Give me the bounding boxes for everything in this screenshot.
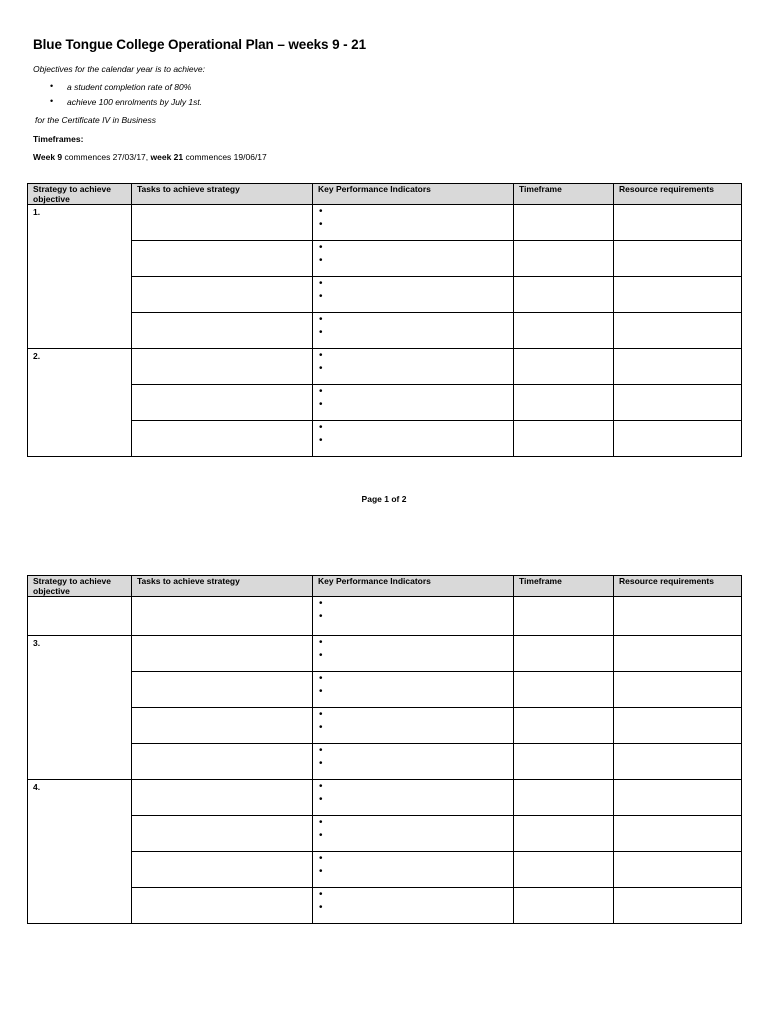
kpi-bullet (319, 865, 508, 878)
kpi-bullet (319, 421, 508, 434)
timeframe-cell[interactable] (514, 852, 614, 888)
table-row (28, 385, 742, 421)
timeframes-heading: Timeframes: (33, 134, 84, 144)
resource-cell[interactable] (614, 241, 742, 277)
timeframe-cell[interactable] (514, 636, 614, 672)
resource-cell[interactable] (614, 349, 742, 385)
kpi-bullet (319, 205, 508, 218)
kpi-bullet (319, 901, 508, 914)
table-row (28, 597, 742, 636)
timeframe-cell[interactable] (514, 780, 614, 816)
table-row (28, 241, 742, 277)
kpi-bullet (319, 708, 508, 721)
kpi-cell[interactable] (313, 636, 514, 672)
objectives-intro: Objectives for the calendar year is to achieve: (33, 64, 205, 74)
kpi-bullet (319, 672, 508, 685)
kpi-bullet (319, 254, 508, 267)
kpi-bullet (319, 610, 508, 623)
strategy-cell[interactable] (28, 597, 132, 636)
timeframe-cell[interactable] (514, 672, 614, 708)
week9-date: commences 27/03/17, (62, 152, 151, 162)
timeframe-cell[interactable] (514, 349, 614, 385)
timeframe-cell[interactable] (514, 313, 614, 349)
header-resources: Resource requirements (614, 576, 742, 597)
kpi-bullet (319, 852, 508, 865)
task-cell[interactable] (132, 744, 313, 780)
timeframe-cell[interactable] (514, 241, 614, 277)
table-row (28, 313, 742, 349)
weeks-line (33, 152, 267, 162)
header-resources: Resource requirements (614, 184, 742, 205)
task-cell[interactable] (132, 385, 313, 421)
kpi-bullet (319, 241, 508, 254)
plan-table-2 (27, 575, 742, 924)
kpi-cell[interactable] (313, 421, 514, 457)
timeframe-cell[interactable] (514, 385, 614, 421)
table-row (28, 421, 742, 457)
table-row (28, 744, 742, 780)
timeframe-cell[interactable] (514, 744, 614, 780)
header-kpi: Key Performance Indicators (313, 576, 514, 597)
kpi-bullet (319, 721, 508, 734)
document-title: Blue Tongue College Operational Plan – weeks 9 - 21 (33, 37, 366, 52)
timeframe-cell[interactable] (514, 421, 614, 457)
kpi-cell[interactable] (313, 313, 514, 349)
resource-cell[interactable] (614, 816, 742, 852)
header-timeframe: Timeframe (514, 576, 614, 597)
resource-cell[interactable] (614, 421, 742, 457)
task-cell[interactable] (132, 241, 313, 277)
resource-cell[interactable] (614, 888, 742, 924)
kpi-cell[interactable] (313, 349, 514, 385)
header-timeframe: Timeframe (514, 184, 614, 205)
table-row (28, 816, 742, 852)
header-strategy: Strategy to achieve objective (28, 184, 132, 205)
kpi-cell[interactable] (313, 816, 514, 852)
resource-cell[interactable] (614, 385, 742, 421)
task-cell[interactable] (132, 313, 313, 349)
resource-cell[interactable] (614, 852, 742, 888)
strategy-cell[interactable]: 3. (28, 636, 132, 780)
timeframe-cell[interactable] (514, 816, 614, 852)
header-kpi: Key Performance Indicators (313, 184, 514, 205)
kpi-bullet (319, 793, 508, 806)
table-row (28, 888, 742, 924)
week21-date: commences 19/06/17 (183, 152, 267, 162)
kpi-cell[interactable] (313, 241, 514, 277)
strategy-cell[interactable]: 1. (28, 205, 132, 349)
kpi-bullet (319, 326, 508, 339)
kpi-cell[interactable] (313, 852, 514, 888)
header-tasks: Tasks to achieve strategy (132, 184, 313, 205)
kpi-cell[interactable] (313, 672, 514, 708)
kpi-cell[interactable] (313, 708, 514, 744)
kpi-bullet (319, 349, 508, 362)
kpi-bullet (319, 780, 508, 793)
kpi-bullet (319, 744, 508, 757)
resource-cell[interactable] (614, 708, 742, 744)
kpi-bullet (319, 434, 508, 447)
kpi-cell[interactable] (313, 597, 514, 636)
page-number: Page 1 of 2 (361, 494, 407, 504)
task-cell[interactable] (132, 205, 313, 241)
task-cell[interactable] (132, 852, 313, 888)
kpi-bullet (319, 362, 508, 375)
kpi-cell[interactable] (313, 780, 514, 816)
kpi-bullet (319, 685, 508, 698)
task-cell[interactable] (132, 780, 313, 816)
table-row (28, 708, 742, 744)
task-cell[interactable] (132, 421, 313, 457)
kpi-cell[interactable] (313, 888, 514, 924)
kpi-bullet (319, 829, 508, 842)
table-row (28, 852, 742, 888)
kpi-bullet (319, 649, 508, 662)
resource-cell[interactable] (614, 636, 742, 672)
objective-item: • achieve 100 enrolments by July 1st. (50, 97, 202, 112)
kpi-bullet (319, 636, 508, 649)
kpi-cell[interactable] (313, 744, 514, 780)
objectives-list (50, 82, 202, 112)
resource-cell[interactable] (614, 780, 742, 816)
kpi-bullet (319, 385, 508, 398)
task-cell[interactable] (132, 672, 313, 708)
table-row (28, 349, 742, 385)
task-cell[interactable] (132, 277, 313, 313)
resource-cell[interactable] (614, 313, 742, 349)
kpi-cell[interactable] (313, 385, 514, 421)
timeframe-cell[interactable] (514, 888, 614, 924)
kpi-cell[interactable] (313, 277, 514, 313)
kpi-bullet (319, 816, 508, 829)
task-cell[interactable] (132, 636, 313, 672)
resource-cell[interactable] (614, 672, 742, 708)
timeframe-cell[interactable] (514, 708, 614, 744)
kpi-bullet (319, 597, 508, 610)
table-row (28, 636, 742, 672)
header-tasks: Tasks to achieve strategy (132, 576, 313, 597)
kpi-bullet (319, 398, 508, 411)
plan-table-1 (27, 183, 742, 457)
task-cell[interactable] (132, 597, 313, 636)
task-cell[interactable] (132, 816, 313, 852)
resource-cell[interactable] (614, 205, 742, 241)
resource-cell[interactable] (614, 277, 742, 313)
strategy-cell[interactable]: 2. (28, 349, 132, 457)
timeframe-cell[interactable] (514, 277, 614, 313)
kpi-bullet (319, 757, 508, 770)
task-cell[interactable] (132, 708, 313, 744)
strategy-cell[interactable]: 4. (28, 780, 132, 924)
kpi-bullet (319, 888, 508, 901)
table-row (28, 780, 742, 816)
timeframe-cell[interactable] (514, 597, 614, 636)
certificate-note: for the Certificate IV in Business (35, 115, 156, 125)
objective-item: • a student completion rate of 80% (50, 82, 202, 97)
kpi-bullet (319, 313, 508, 326)
week21-label: week 21 (150, 152, 184, 162)
kpi-bullet (319, 277, 508, 290)
kpi-cell[interactable] (313, 205, 514, 241)
table-row (28, 277, 742, 313)
kpi-bullet (319, 290, 508, 303)
week9-label: Week 9 (33, 152, 63, 162)
resource-cell[interactable] (614, 744, 742, 780)
table-row (28, 672, 742, 708)
task-cell[interactable] (132, 888, 313, 924)
resource-cell[interactable] (614, 597, 742, 636)
task-cell[interactable] (132, 349, 313, 385)
kpi-bullet (319, 218, 508, 231)
timeframe-cell[interactable] (514, 205, 614, 241)
table-row (28, 205, 742, 241)
header-strategy: Strategy to achieve objective (28, 576, 132, 597)
